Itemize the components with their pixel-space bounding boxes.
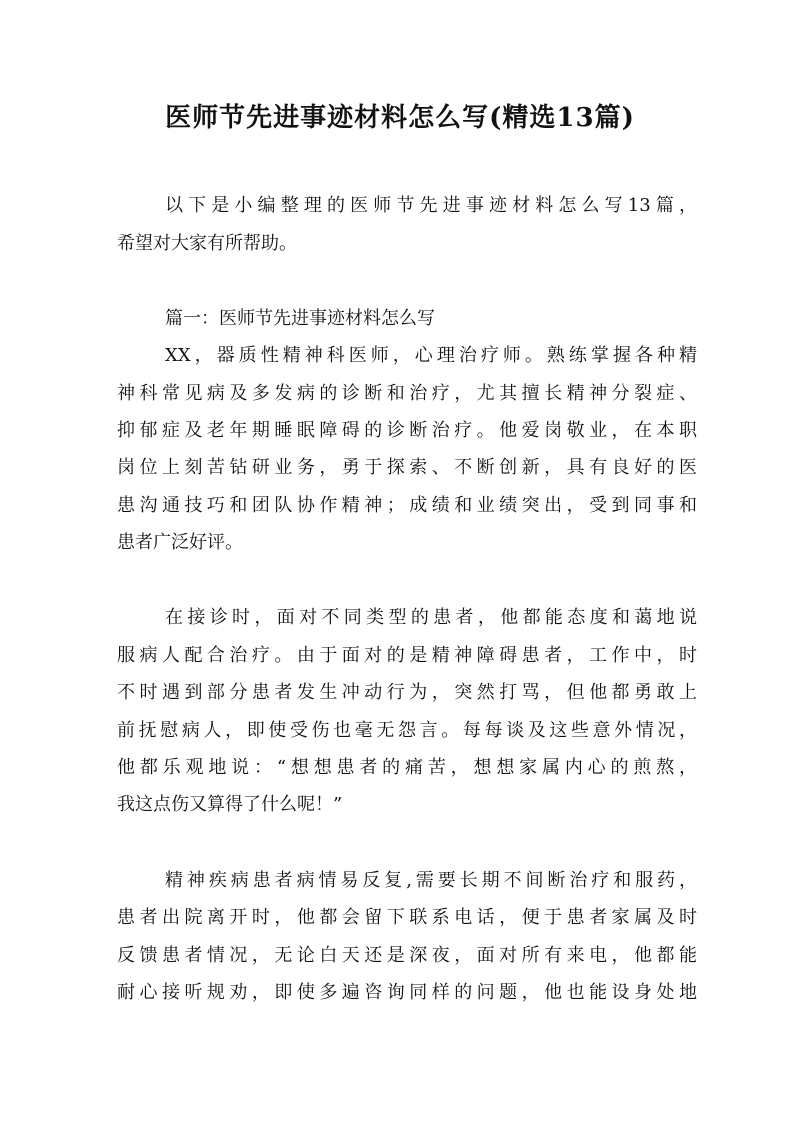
paragraph-line: 前抚慰病人，即使受伤也毫无怨言。每每谈及这些意外情况，	[117, 720, 697, 741]
section-heading: 篇一：医师节先进事迹材料怎么写	[165, 308, 435, 329]
paragraph-line: 患者广泛好评。	[117, 532, 243, 553]
paragraph-line: 我这点伤又算得了什么呢！”	[117, 794, 343, 815]
paragraph-line: 耐心接听规劝，即使多遍咨询同样的问题，他也能设身处地	[117, 982, 697, 1003]
paragraph-line: 服病人配合治疗。由于面对的是精神障碍患者，工作中，时	[117, 645, 697, 666]
paragraph-line: 抑郁症及老年期睡眠障碍的诊断治疗。他爱岗敬业，在本职	[117, 420, 697, 441]
paragraph-line: 不时遇到部分患者发生冲动行为，突然打骂，但他都勇敢上	[117, 682, 697, 703]
intro-line: 希望对大家有所帮助。	[117, 233, 297, 254]
paragraph-line: 患沟通技巧和团队协作精神；成绩和业绩突出，受到同事和	[117, 495, 697, 516]
intro-line: 以下是小编整理的医师节先进事迹材料怎么写13篇，	[165, 195, 697, 216]
paragraph-line: 岗位上刻苦钻研业务，勇于探索、不断创新，具有良好的医	[117, 457, 697, 478]
paragraph-line: 神科常见病及多发病的诊断和治疗，尤其擅长精神分裂症、	[117, 383, 697, 404]
paragraph-line: XX，器质性精神科医师，心理治疗师。熟练掌握各种精	[165, 345, 697, 366]
paragraph-line: 精神疾病患者病情易反复,需要长期不间断治疗和服药，	[165, 870, 697, 891]
document-title: 医师节先进事迹材料怎么写(精选13篇)	[165, 103, 635, 133]
paragraph-line: 反馈患者情况，无论白天还是深夜，面对所有来电，他都能	[117, 945, 697, 966]
paragraph-line: 在接诊时，面对不同类型的患者，他都能态度和蔼地说	[165, 607, 697, 628]
paragraph-line: 他都乐观地说：“想想患者的痛苦，想想家属内心的煎熬，	[117, 757, 697, 778]
paragraph-line: 患者出院离开时，他都会留下联系电话，便于患者家属及时	[117, 907, 697, 928]
